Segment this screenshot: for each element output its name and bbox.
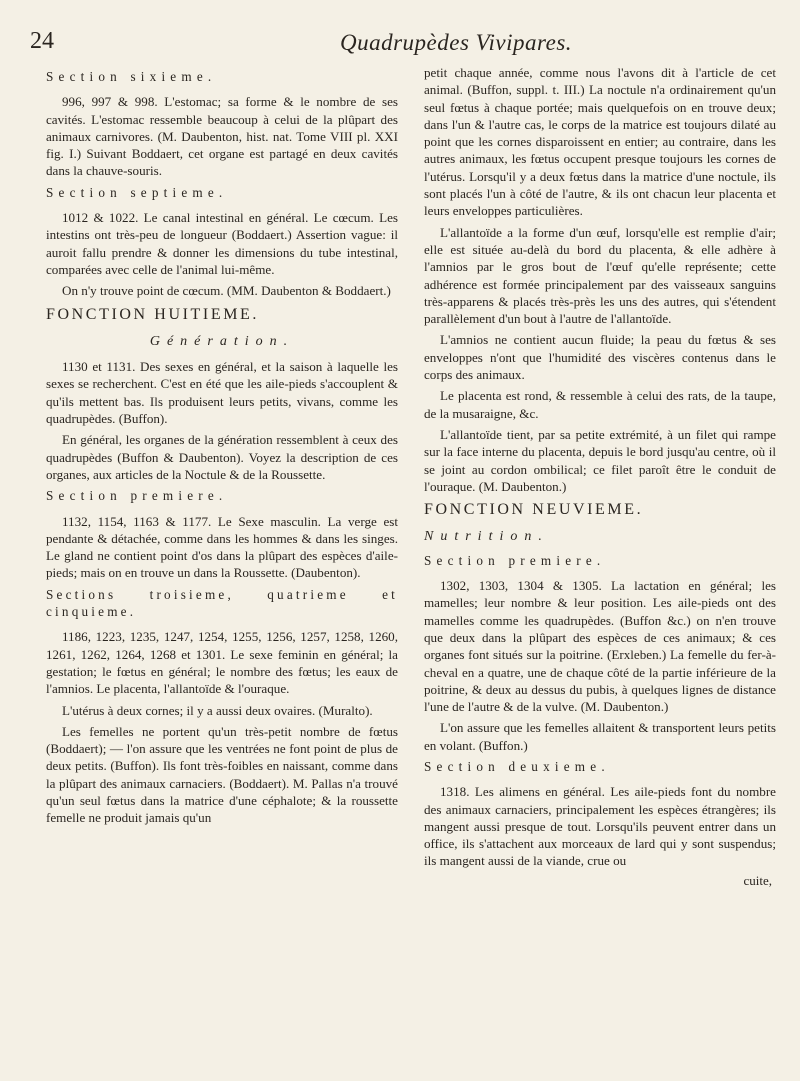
catchword: cuite, — [743, 872, 772, 888]
paragraph-uterus: L'utérus à deux cornes; il y a aussi deux ovaires. (Muralto). — [62, 702, 373, 718]
right-column — [424, 64, 776, 889]
paragraph-sexe-masculin: 1132, 1154, 1163 & 1177. Le Sexe masculin. La verge est pendante & détachée, comme dans les hommes & dans les singes. Le gland ne contient point d'os dans la plûpart des espèces d'aile-pieds; mais on en trouve un dans la Roussette. (Daubenton). — [46, 513, 398, 581]
paragraph-canal-intestinal: 1012 & 1022. Le canal intestinal en général. Le cœcum. Les intestins ont très-peu de longueur (Boddaert.) Assertion vague: il auroit fallu prendre & donner les dimensions du tube intestinal, comparées avec celle de l'animal lui-même. — [46, 210, 398, 277]
section-heading-premiere: Section premiere. — [46, 488, 228, 504]
paragraph-lactation: 1302, 1303, 1304 & 1305. La lactation en général; les mamelles; leur nombre & leur position. Les aile-pieds ont des mamelles comme les quadrupèdes. (Buffon &c.) on n'en trouve que deux dans la plûpart des espèces de ces animaux; & ces organes font situés sur la poitrine. (Erxleben.) La femelle du fer-à-cheval en a quatre, une de chaque côté de la partie inférieure de la poitrine, & deux au dessus du pubis, à quelques lignes de distance l'une de l'autre & de la vulve. (M. Daubenton.) — [424, 578, 776, 715]
generation-heading: Génération. — [149, 333, 295, 349]
left-column — [46, 64, 398, 831]
paragraph-sexes: 1130 et 1131. Des sexes en général, et la saison à laquelle les sexes se recherchent. C'est en été que les aile-pieds s'accouplent & qu'ils mettent bas. Ils produisent leurs petits, vivans, comme les quadrupèdes. (Buffon). — [46, 359, 398, 427]
running-title: Quadrupèdes Vivipares. — [340, 30, 573, 55]
paragraph-organes: En général, les organes de la génération ressemblent à ceux des quadrupèdes (Buffon & Daubenton). Voyez la description de ces organes, aux articles de la Noctule & de la Roussette. — [46, 432, 398, 482]
paragraph-ouraque: L'allantoïde tient, par sa petite extrémité, à un filet qui rampe sur la face interne du placenta, depuis le bord jusqu'au centre, où il se joint au cordon ombilical; ce filet paroît être le conduit de l'ouraque. (M. Daubenton.) — [424, 426, 776, 494]
section-heading-septieme: Section septieme. — [46, 184, 228, 200]
fonction-heading-neuvieme: FONCTION NEUVIEME. — [424, 501, 644, 519]
paragraph-allaitent: L'on assure que les femelles allaitent & transportent leurs petits en volant. (Buffon.) — [424, 720, 776, 753]
section-heading-sixieme: Section sixieme. — [46, 69, 217, 84]
section-heading-premiere-right: Section premiere. — [424, 552, 606, 568]
nutrition-heading: Nutrition. — [424, 529, 549, 545]
paragraph-placenta: Le placenta est rond, & ressemble à celui des rats, de la taupe, de la musaraigne, &c. — [424, 388, 776, 421]
paragraph-femelles: Les femelles ne portent qu'un très-petit nombre de fœtus (Boddaert); — l'on assure que les ventrées ne font point de plus de deux petits. (Buffon). Ils font très-foibles en naissant, comme dans la plûpart des animaux carnaciers. (Boddaert). M. Pallas n'a trouvé qu'un seul fœtus dans la matrice d'une céphalote; & la roussette femelle ne produit jamais qu'un — [46, 723, 398, 826]
section-heading-345: Sections troisieme, quatrieme et cinquieme. — [46, 586, 398, 620]
fonction-heading-huitieme: FONCTION HUITIEME. — [46, 305, 260, 323]
paragraph-coecum: On n'y trouve point de cœcum. (MM. Daubenton & Boddaert.) — [62, 283, 391, 299]
paragraph-sexe-feminin: 1186, 1223, 1235, 1247, 1254, 1255, 1256, 1257, 1258, 1260, 1261, 1262, 1264, 1268 et 1301. Le sexe feminin en général; la gestation; le fœtus en général; le nombre des fœtus; les eaux de l'amnios. Le placenta, l'allantoïde & l'ouraque. — [46, 629, 398, 697]
paragraph-amnios: L'amnios ne contient aucun fluide; la peau du fœtus & ses enveloppes n'ont que l'humidité des viscères contenus dans le corps des animaux. — [424, 332, 776, 383]
paragraph-alimens: 1318. Les alimens en général. Les aile-pieds font du nombre des animaux carnaciers, principalement les espèces étrangères; ils mangent aussi presque de tout. Lorsqu'ils peuvent entrer dans un office, ils s'attachent aux morceaux de lard qui y sont suspendus; ils mangent aussi de la viande, crue ou — [424, 784, 776, 869]
page-number: 24 — [30, 28, 54, 54]
paragraph-allantoide: L'allantoïde a la forme d'un œuf, lorsqu'elle est remplie d'air; elle est située au-delà du bord du placenta, & elle adhère à l'amnios par le gros bout de l'œuf qu'elle représente; cette adhérence est formée principalement par des vaisseaux sanguins très-apparens & placés très-près les uns des autres, qui s'étendent parallèlement d'un bout à l'autre de l'allantoïde. — [424, 224, 776, 327]
section-heading-deuxieme: Section deuxieme. — [424, 758, 610, 774]
paragraph-estomac: 996, 997 & 998. L'estomac; sa forme & le nombre de ses cavités. L'estomac ressemble beaucoup à celui de la plûpart des animaux carnivores. (M. Daubenton, hist. nat. Tome VIII pl. XXI fig. I.) Suivant Boddaert, cet organe est partagé en deux cavités dans la chauve-souris. — [46, 94, 398, 179]
paragraph-petit-annee: petit chaque année, comme nous l'avons dit à l'article de cet animal. (Buffon, suppl. t. III.) La noctule n'a ordinairement qu'un seul fœtus à chaque portée; mais quelquefois on en trouve deux; dans l'un & l'autre cas, le corps de la matrice est toujours dilaté au point que les cornes disparoissent en entier; au contraire, dans les autres animaux, les fœtus occupent presque toujours les cornes de l'utérus. Lorsqu'il y a deux fœtus dans la matrice d'une noctule, ils sont placés l'un à côté de l'autre, & ils ont chacun leur placenta et leurs enveloppes particulières. — [424, 65, 776, 219]
